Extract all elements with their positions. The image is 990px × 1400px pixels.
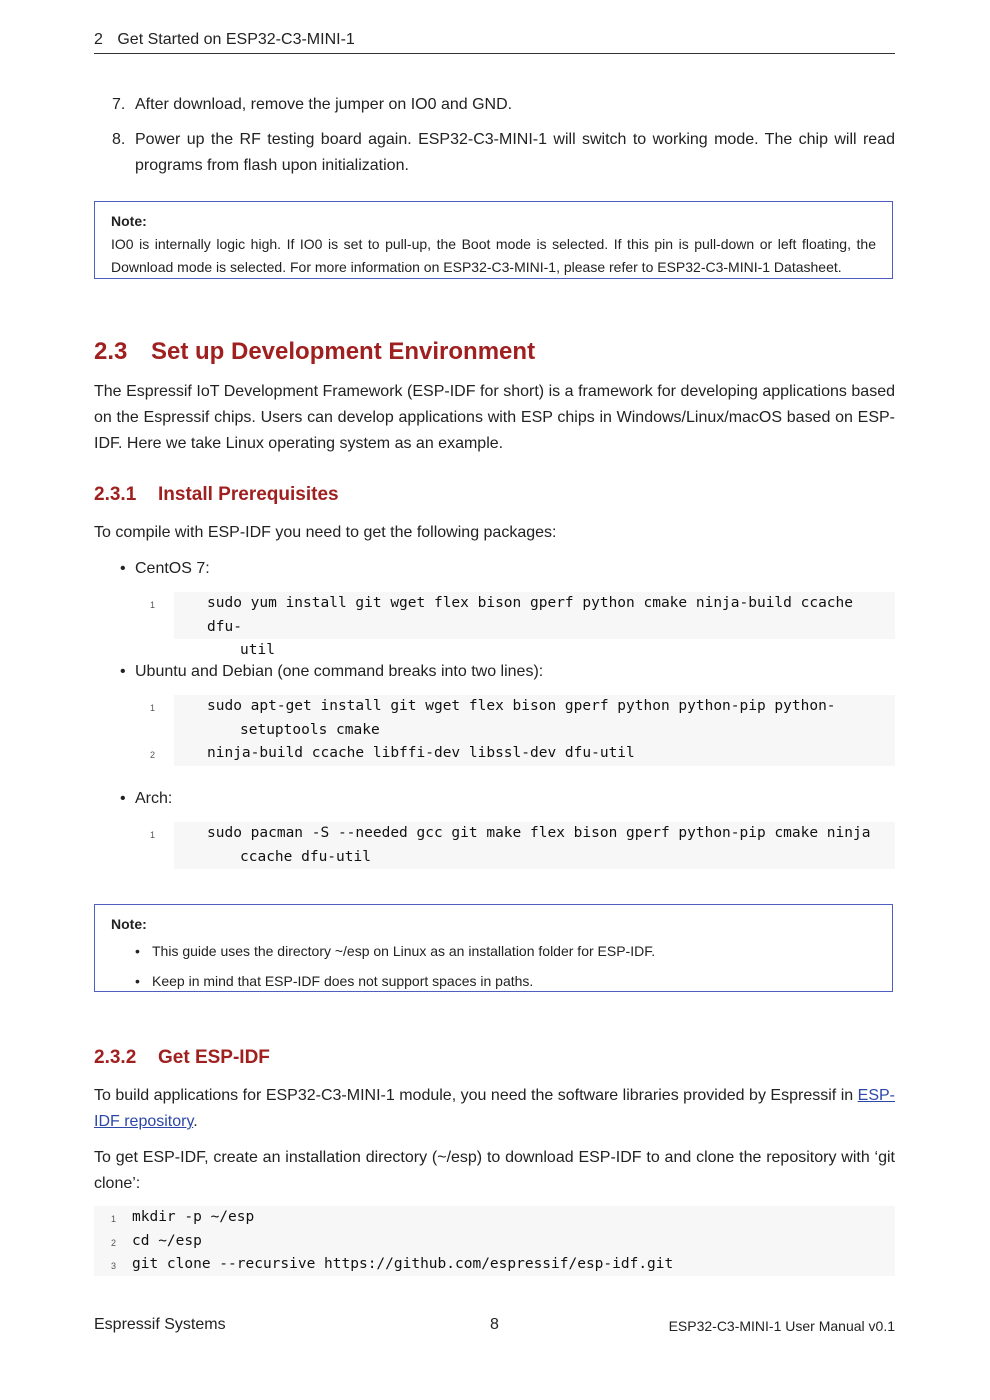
code-continuation: util (240, 642, 275, 658)
step-text: Power up the RF testing board again. ESP32-C3-MINI-1 will switch to working mode. The chip will read programs from flash upon initialization. (135, 131, 895, 174)
line-number: 2 (150, 750, 156, 760)
code-block (94, 1206, 895, 1276)
line-number: 2 (111, 1237, 117, 1248)
code-line (150, 742, 895, 766)
bullet-label: Arch: (135, 790, 173, 807)
subsection-title: Install Prerequisites (158, 484, 339, 505)
bullet-label: Ubuntu and Debian (one command breaks into two lines): (135, 663, 544, 680)
code-text: ninja-build ccache libffi-dev libssl-dev dfu-util (207, 745, 635, 761)
paragraph-text: . (193, 1113, 198, 1130)
paragraph-text: To build applications for ESP32-C3-MINI-1 module, you need the software libraries provided by Espressif in (94, 1087, 858, 1104)
code-line (94, 1206, 895, 1230)
chapter-number: 2 (94, 31, 103, 48)
bullet-icon: • (135, 943, 140, 959)
code-text: git clone --recursive https://github.com/espressif/esp-idf.git (132, 1256, 674, 1272)
footer-company: Espressif Systems (94, 1316, 226, 1333)
step-number: 8. (112, 131, 126, 148)
subsection-heading (94, 1047, 270, 1069)
section-heading (94, 338, 535, 366)
note-box (94, 904, 893, 992)
bullet-icon: • (135, 973, 140, 989)
subsection-title: Get ESP-IDF (158, 1047, 270, 1068)
list-item (94, 92, 895, 118)
bullet-icon: • (120, 790, 126, 807)
list-item (120, 659, 543, 685)
note-title: Note: (111, 213, 147, 229)
note-text: IO0 is internally logic high. If IO0 is set to pull-up, the Boot mode is selected. If this pin is pull-down or left floating, the Download mode is selected. For more information on ESP32-C3-MINI-1, please refer to ESP32-C3-MINI-1 Datasheet. (111, 236, 876, 275)
line-number: 3 (111, 1261, 117, 1271)
section-number: 2.3 (94, 338, 128, 365)
code-line (150, 592, 895, 639)
page-number: 8 (490, 1316, 499, 1333)
code-text: sudo yum install git wget flex bison gperf python cmake ninja-build ccache dfu- (207, 595, 854, 635)
code-text: sudo pacman -S --needed gcc git make flex bison gperf python-pip cmake ninja (207, 825, 871, 841)
line-number: 1 (111, 1214, 117, 1224)
note-list (111, 936, 876, 996)
code-text: mkdir -p ~/esp (132, 1209, 255, 1225)
bullet-icon: • (120, 560, 126, 577)
note-item-text: Keep in mind that ESP-IDF does not support spaces in paths. (152, 973, 534, 989)
esp-idf-repository-link[interactable]: ESP-IDF repository (94, 1087, 895, 1130)
note-title: Note: (111, 916, 147, 932)
subsection-heading (94, 484, 339, 506)
code-line (94, 1230, 895, 1254)
list-item (120, 786, 172, 812)
bullet-label: CentOS 7: (135, 560, 210, 577)
bullet-icon: • (120, 663, 126, 680)
code-block (150, 592, 895, 658)
note-item-text: This guide uses the directory ~/esp on Linux as an installation folder for ESP-IDF. (152, 943, 656, 959)
list-item (120, 556, 210, 582)
code-block (150, 822, 895, 869)
section-intro: The Espressif IoT Development Framework (ESP-IDF for short) is a framework for developing applications based on the Espressif chips. Users can develop applications with ESP chips in Windows/Linux/macOS based on ESP-IDF. Here we take Linux operating system as an example. (94, 383, 895, 452)
subsection-number: 2.3.2 (94, 1047, 137, 1068)
note-box (94, 201, 893, 279)
line-number: 1 (150, 703, 156, 713)
chapter-title: Get Started on ESP32-C3-MINI-1 (117, 31, 355, 48)
step-list (94, 92, 895, 179)
subsection-intro: To compile with ESP-IDF you need to get the following packages: (94, 524, 557, 541)
list-item (111, 966, 876, 996)
running-header (94, 31, 895, 54)
code-line (94, 1253, 895, 1277)
step-number: 7. (112, 96, 126, 113)
subsection-number: 2.3.1 (94, 484, 137, 505)
code-block (150, 695, 895, 766)
line-number: 1 (150, 830, 156, 840)
code-text: cd ~/esp (132, 1232, 202, 1249)
step-text: After download, remove the jumper on IO0 and GND. (135, 96, 513, 113)
paragraph: To get ESP-IDF, create an installation directory (~/esp) to download ESP-IDF to and clone the repository with ‘git clone’: (94, 1149, 895, 1192)
section-title: Set up Development Environment (151, 338, 536, 365)
list-item (111, 936, 876, 966)
code-continuation: ccache dfu-util (240, 848, 371, 865)
paragraph (94, 1083, 895, 1135)
list-item (94, 127, 895, 179)
line-number: 1 (150, 600, 156, 610)
code-line (150, 822, 895, 846)
footer-document-title: ESP32-C3-MINI-1 User Manual v0.1 (668, 1318, 895, 1334)
code-continuation: setuptools cmake (240, 721, 380, 738)
code-text: sudo apt-get install git wget flex bison gperf python python-pip python- (207, 698, 836, 714)
code-line (150, 695, 895, 719)
